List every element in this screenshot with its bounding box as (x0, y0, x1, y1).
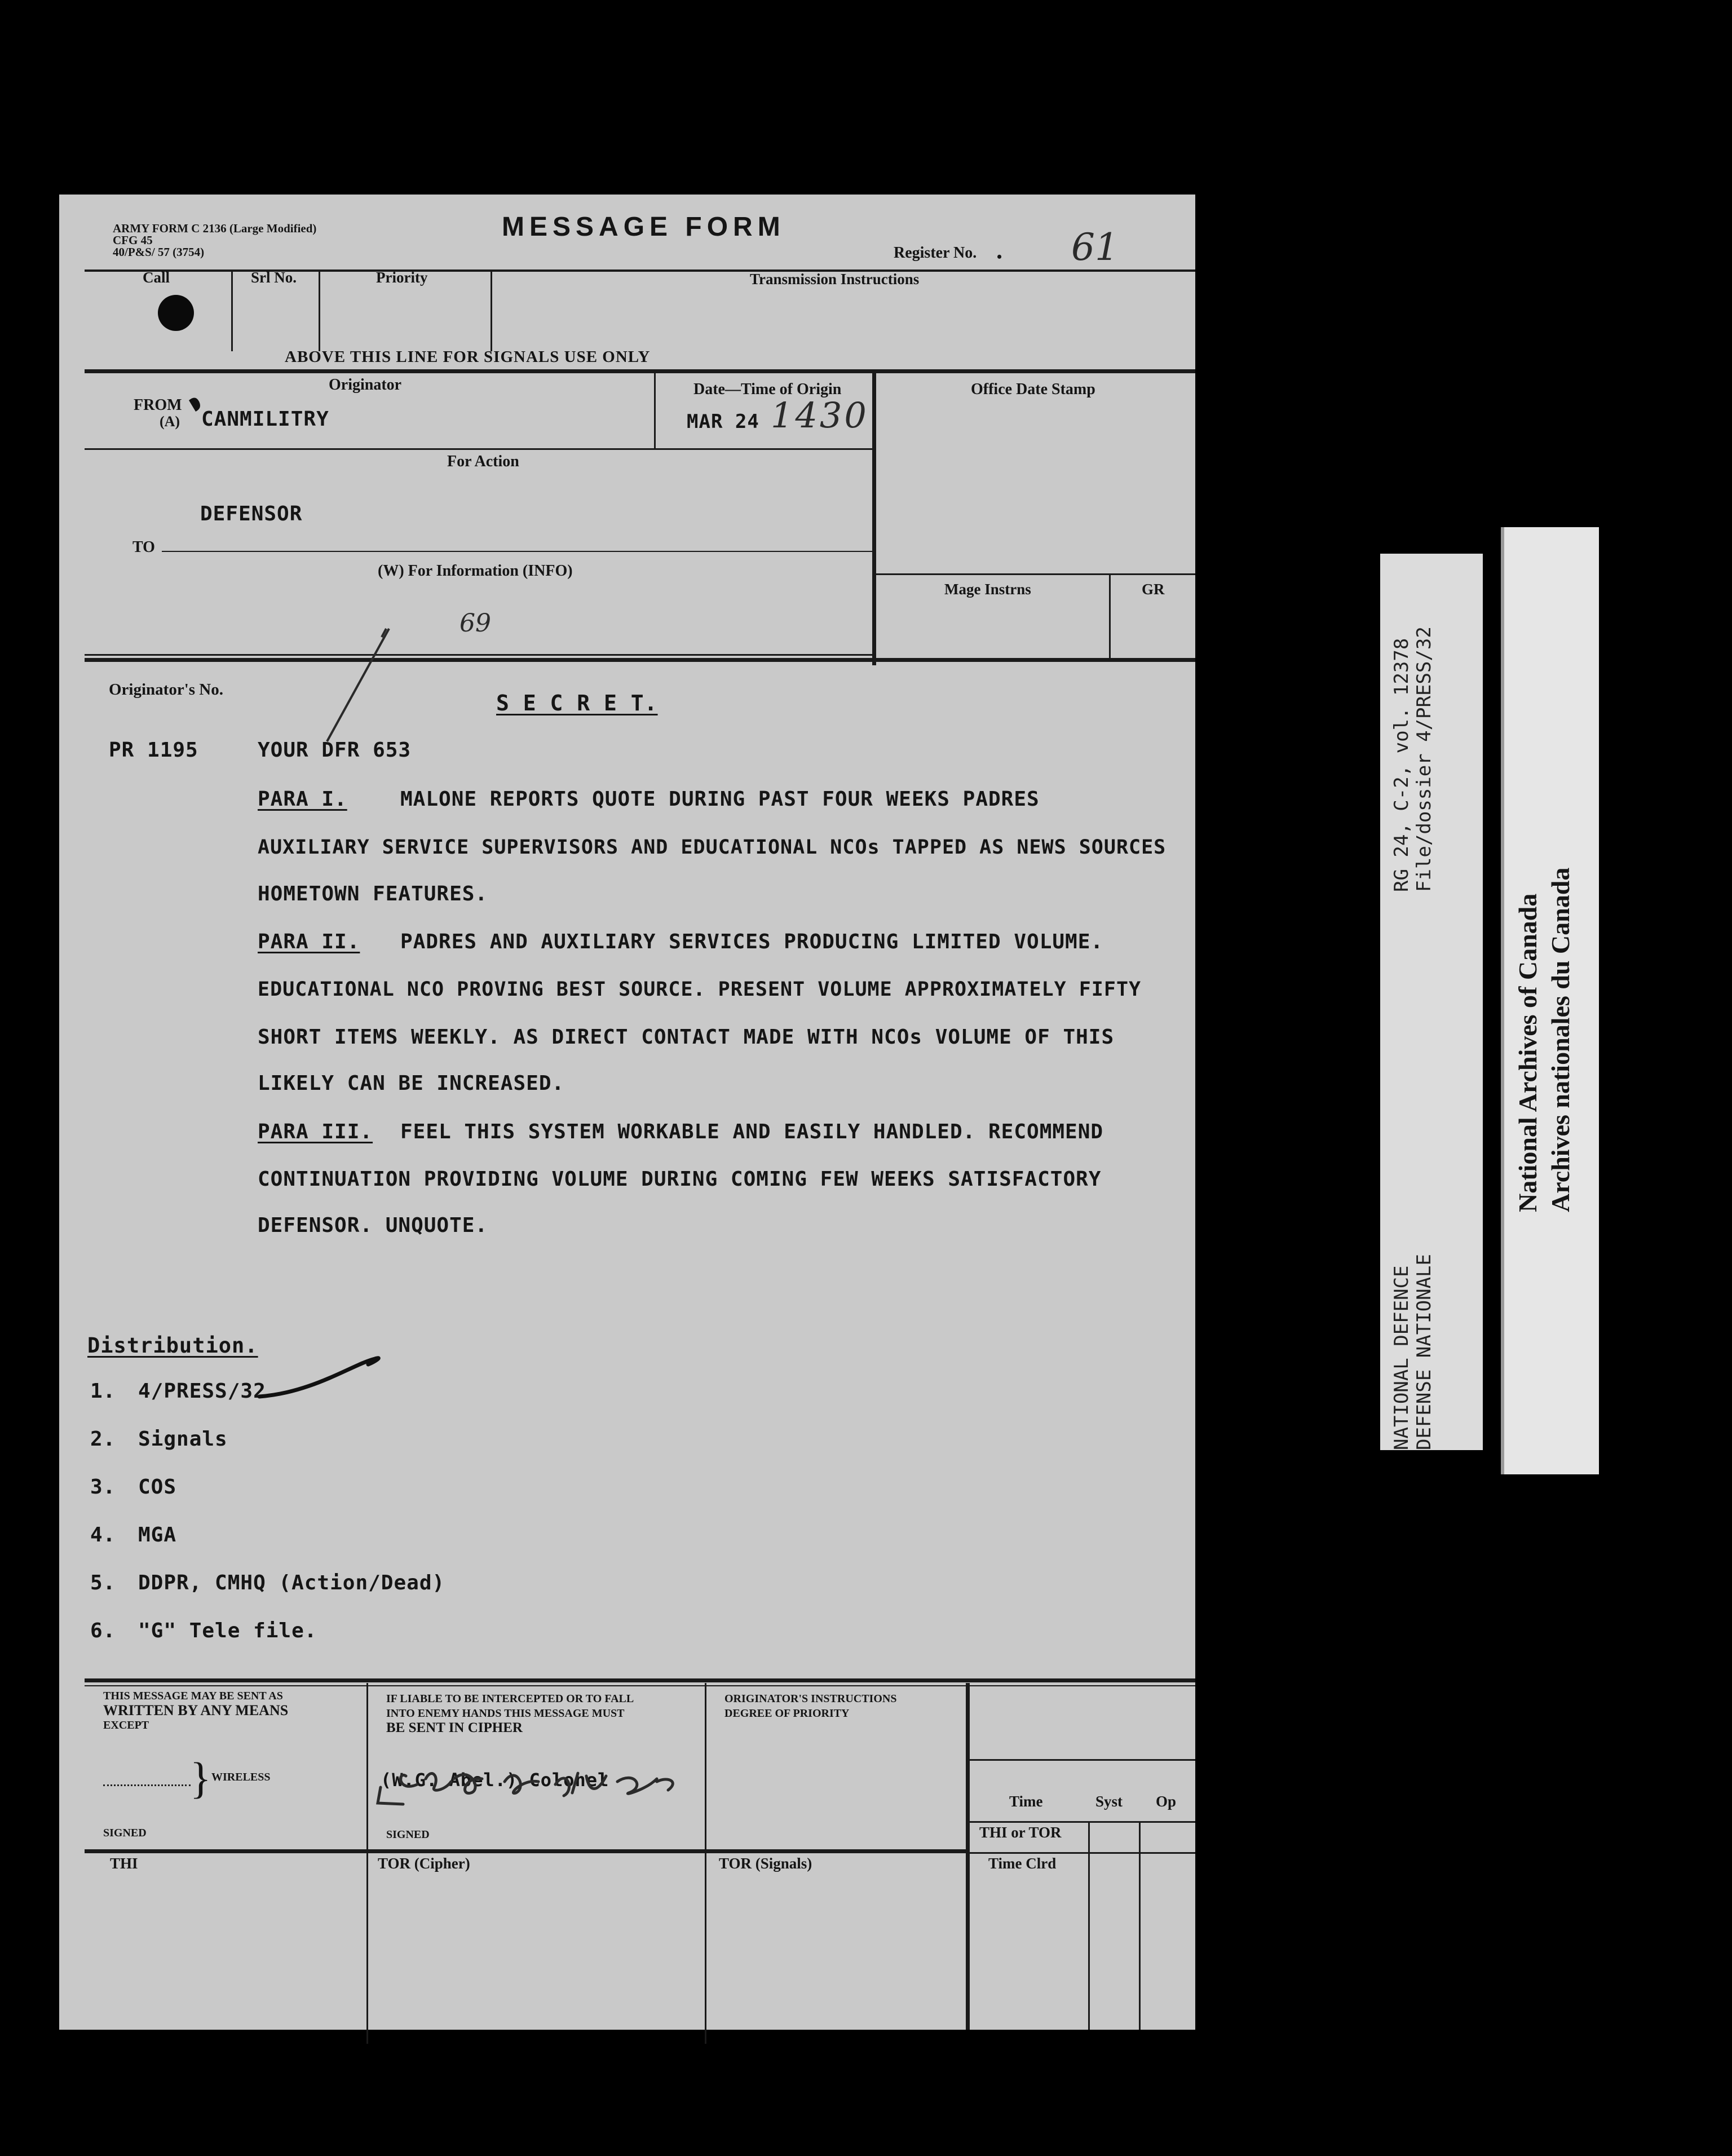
rule (968, 1759, 1195, 1761)
rule (968, 1852, 1195, 1854)
cipher-notice (386, 1691, 634, 1735)
para1-line3: HOMETOWN FEATURES. (258, 882, 488, 905)
signature-stroke (378, 1773, 673, 1804)
cipher-line-3: BE SENT IN CIPHER (386, 1720, 523, 1735)
wireless-blank (103, 1784, 191, 1786)
date-value: MAR 24 (687, 410, 759, 433)
send-written-notice (103, 1689, 288, 1733)
time-label: Time (1009, 1793, 1043, 1810)
item-text: DDPR, CMHQ (Action/Dead) (138, 1571, 445, 1594)
item-number: 3. (90, 1475, 116, 1499)
from-sub-label: (A) (160, 413, 180, 430)
cipher-line-2: INTO ENEMY HANDS THIS MESSAGE MUST (386, 1707, 625, 1720)
para3-line2: CONTINUATION PROVIDING VOLUME DURING COMING FEW WEEKS SATISFACTORY (258, 1168, 1102, 1191)
cfg-number: CFG 45 (113, 233, 153, 247)
para2-line1: PADRES AND AUXILIARY SERVICES PRODUCING LIMITED VOLUME. (400, 930, 1104, 953)
nac-label (1513, 868, 1578, 1212)
rule (966, 1683, 970, 2030)
instructions-line-2: DEGREE OF PRIORITY (724, 1707, 850, 1720)
from-label: FROM (134, 396, 182, 414)
distribution-title: Distribution. (87, 1333, 258, 1358)
brace-glyph: } (190, 1753, 211, 1802)
written-line-3: EXCEPT (103, 1719, 149, 1731)
time-clrd-label: Time Clrd (988, 1855, 1057, 1872)
originators-no-label: Originator's No. (109, 681, 223, 699)
para2-line2: EDUCATIONAL NCO PROVING BEST SOURCE. PRESENT VOLUME APPROXIMATELY FIFTY (258, 978, 1142, 1001)
nac-line-fr: Archives nationales du Canada (1546, 867, 1575, 1212)
signed-label-left: SIGNED (103, 1827, 147, 1839)
priority-label: Priority (376, 269, 428, 286)
item-number: 1. (90, 1380, 116, 1403)
item-text: 4/PRESS/32 (138, 1380, 266, 1403)
department-label (1390, 1254, 1435, 1450)
thi-tor-label: THI or TOR (979, 1824, 1062, 1841)
op-label: Op (1156, 1793, 1177, 1810)
para2-line3: SHORT ITEMS WEEKLY. AS DIRECT CONTACT MADE WITH NCOs VOLUME OF THIS (258, 1026, 1115, 1049)
signed-label-middle: SIGNED (386, 1828, 430, 1841)
file-line: File/dossier 4/PRESS/32 (1413, 626, 1435, 892)
form-code: 40/P&S/ 57 (3754) (113, 245, 205, 259)
para1-line1: MALONE REPORTS QUOTE DURING PAST FOUR WEEKS PADRES (400, 788, 1040, 811)
classification: S E C R E T. (496, 691, 658, 715)
check-flourish (259, 1358, 378, 1397)
rule (85, 1849, 970, 1853)
srl-label: Srl No. (251, 269, 297, 286)
department-line-en: NATIONAL DEFENCE (1390, 1265, 1413, 1450)
office-date-stamp-label: Office Date Stamp (971, 381, 1095, 398)
item-text: Signals (138, 1428, 228, 1451)
tor-cipher-label: TOR (Cipher) (378, 1855, 470, 1872)
signature-typed: (W.G. Abel.) Colonel (381, 1769, 609, 1791)
transmission-label: Transmission Instructions (750, 271, 920, 288)
date-label: Date—Time of Origin (693, 381, 842, 398)
handwritten-note: 69 (459, 609, 491, 638)
mage-instrns-label: Mage Instrns (944, 581, 1031, 598)
reference-number: PR 1195 (109, 739, 198, 762)
form-title: MESSAGE FORM (502, 212, 785, 242)
rule (705, 1683, 706, 2044)
register-number: 61 (1071, 226, 1119, 269)
for-action-label: For Action (447, 453, 519, 470)
ink-blot (189, 397, 200, 412)
thi-label: THI (110, 1855, 138, 1872)
originator-instructions (724, 1691, 896, 1721)
item-number: 4. (90, 1523, 116, 1547)
originator-label: Originator (329, 376, 402, 394)
rule (1088, 1821, 1090, 2030)
note-arrow-stroke (327, 629, 389, 741)
rule (85, 1685, 1195, 1686)
army-form-number: ARMY FORM C 2136 (Large Modified) (113, 222, 317, 235)
para3-line3: DEFENSOR. UNQUOTE. (258, 1214, 488, 1237)
item-number: 5. (90, 1571, 116, 1594)
nac-line-en: National Archives of Canada (1513, 893, 1542, 1212)
message-form-sheet (59, 195, 1195, 2030)
para1-line2: AUXILIARY SERVICE SUPERVISORS AND EDUCATIONAL NCOs TAPPED AS NEWS SOURCES (258, 836, 1167, 859)
record-group-line: RG 24, C-2, vol. 12378 (1390, 638, 1413, 892)
department-line-fr: DEFENSE NATIONALE (1413, 1254, 1435, 1450)
item-text: COS (138, 1475, 177, 1499)
item-number: 2. (90, 1428, 116, 1451)
rule (1139, 1821, 1141, 2030)
wireless-label: WIRELESS (211, 1771, 271, 1783)
cipher-line-1: IF LIABLE TO BE INTERCEPTED OR TO FALL (386, 1693, 634, 1705)
para3-line1: FEEL THIS SYSTEM WORKABLE AND EASILY HANDLED. RECOMMEND (400, 1120, 1104, 1143)
handwritten-signature (364, 1753, 758, 1810)
para2-label: PARA II. (258, 930, 360, 953)
call-label: Call (143, 269, 170, 286)
reference-text: YOUR DFR 653 (258, 739, 412, 762)
nac-label-strip (1501, 527, 1599, 1474)
info-label: (W) For Information (INFO) (378, 562, 573, 580)
item-text: MGA (138, 1523, 177, 1547)
rule (968, 1821, 1195, 1823)
para1-label: PARA I. (258, 788, 347, 811)
handwritten-time: 1430 (771, 395, 869, 436)
item-text: "G" Tele file. (138, 1619, 317, 1642)
from-value: CANMILITRY (201, 408, 329, 431)
to-value: DEFENSOR (200, 502, 303, 525)
item-number: 6. (90, 1619, 116, 1642)
para3-label: PARA III. (258, 1120, 373, 1143)
written-line-1: THIS MESSAGE MAY BE SENT AS (103, 1690, 283, 1702)
rule (85, 1678, 1195, 1682)
written-line-2: WRITTEN BY ANY MEANS (103, 1702, 289, 1718)
para2-line4: LIKELY CAN BE INCREASED. (258, 1072, 565, 1095)
instructions-line-1: ORIGINATOR'S INSTRUCTIONS (724, 1693, 897, 1705)
record-reference (1390, 626, 1435, 892)
rule (366, 1683, 368, 2044)
above-line-label: ABOVE THIS LINE FOR SIGNALS USE ONLY (285, 348, 651, 366)
register-label: Register No. (894, 244, 977, 262)
register-dot: • (997, 249, 1002, 265)
to-label: TO (132, 538, 155, 556)
syst-label: Syst (1095, 1793, 1123, 1810)
tor-signals-label: TOR (Signals) (719, 1855, 812, 1872)
archive-reference-strip (1380, 554, 1483, 1450)
gr-label: GR (1142, 581, 1165, 598)
